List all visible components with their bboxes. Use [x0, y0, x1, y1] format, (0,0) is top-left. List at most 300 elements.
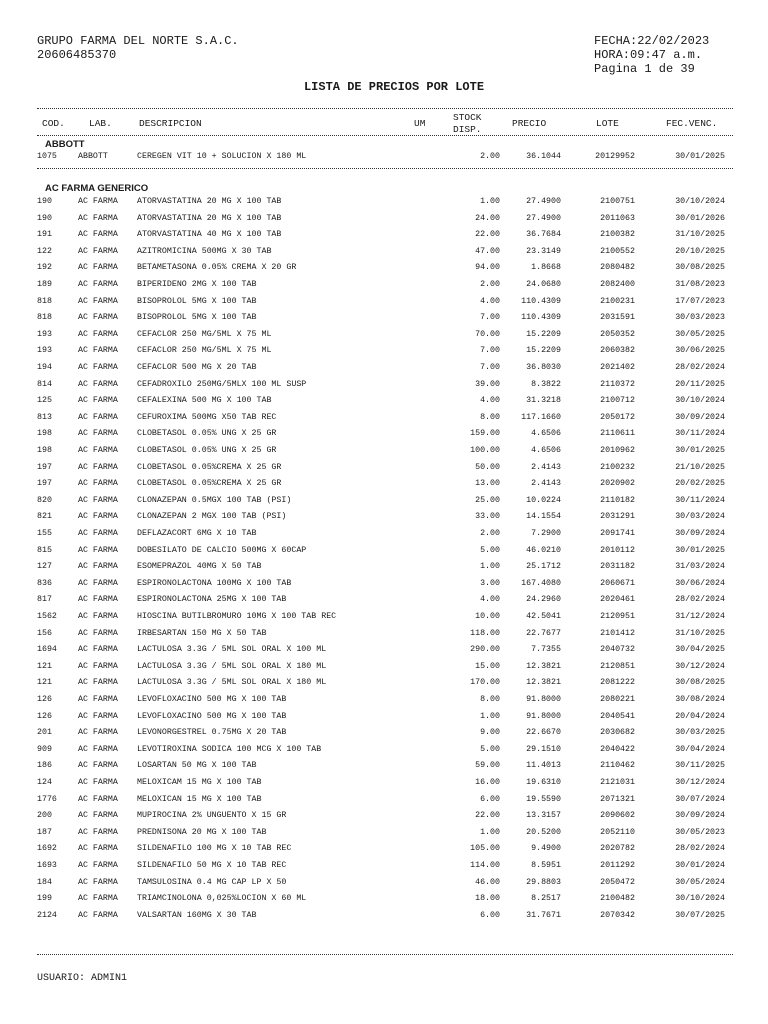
col-stock: STOCK [453, 112, 482, 123]
table-row [0, 410, 768, 426]
cell-fec-venc: 30/05/2025 [675, 329, 725, 339]
cell-cod: 186 [37, 761, 52, 771]
cell-cod: 124 [37, 778, 52, 787]
cell-lab: AC FARMA [78, 462, 118, 472]
cell-precio: 7.2900 [531, 529, 561, 538]
cell-descripcion: DEFLAZACORT 6MG X 10 TAB [137, 529, 257, 538]
cell-descripcion: LEVOFLOXACINO 500 MG X 100 TAB [137, 695, 287, 704]
cell-precio: 9.4900 [531, 844, 561, 854]
cell-lab: AC FARMA [78, 429, 118, 439]
table-row [0, 559, 768, 575]
cell-fec-venc: 30/08/2025 [675, 263, 725, 273]
cell-lote: 2050472 [600, 877, 635, 887]
table-row [0, 808, 768, 824]
cell-stock: 8.00 [480, 695, 500, 704]
cell-fec-venc: 20/11/2025 [675, 379, 725, 389]
cell-precio: 29.1510 [526, 744, 561, 754]
cell-precio: 4.6506 [531, 446, 561, 455]
cell-lote: 2081222 [600, 678, 635, 688]
cell-fec-venc: 30/08/2025 [675, 678, 725, 688]
cell-lote: 2110611 [600, 429, 635, 439]
table-row [0, 149, 768, 165]
cell-stock: 7.00 [480, 313, 500, 323]
table-row [0, 841, 768, 857]
report-time: HORA:09:47 a.m. [594, 48, 703, 62]
table-row [0, 543, 768, 559]
cell-lote: 2011063 [600, 213, 635, 223]
cell-lab: AC FARMA [78, 246, 118, 256]
cell-descripcion: CEFACLOR 250 MG/5ML X 75 ML [137, 346, 272, 356]
cell-precio: 24.0680 [526, 280, 561, 289]
header-bottom-divider [37, 135, 733, 136]
cell-precio: 2.4143 [531, 462, 561, 472]
group-divider [37, 168, 733, 169]
cell-stock: 22.00 [475, 230, 500, 240]
cell-descripcion: HIOSCINA BUTILBROMURO 10MG X 100 TAB REC [137, 612, 337, 621]
cell-lab: AC FARMA [78, 379, 118, 389]
cell-cod: 187 [37, 827, 52, 837]
cell-lab: AC FARMA [78, 910, 118, 920]
cell-descripcion: BETAMETASONA 0.05% CREMA X 20 GR [137, 263, 297, 273]
cell-fec-venc: 30/01/2025 [675, 545, 725, 555]
cell-lab: AC FARMA [78, 197, 118, 206]
cell-precio: 36.7684 [526, 230, 561, 240]
cell-stock: 33.00 [475, 512, 500, 522]
cell-precio: 22.6670 [526, 728, 561, 738]
cell-lote: 2031591 [600, 313, 635, 323]
cell-lote: 2040422 [600, 744, 635, 754]
cell-lote: 2120851 [600, 661, 635, 671]
table-row [0, 775, 768, 791]
cell-precio: 110.4309 [521, 296, 561, 306]
cell-stock: 1.00 [480, 827, 500, 837]
cell-precio: 20.5200 [526, 827, 561, 837]
table-row [0, 476, 768, 492]
cell-descripcion: SILDENAFILO 50 MG X 10 TAB REC [137, 861, 287, 870]
cell-lab: AC FARMA [78, 695, 118, 704]
cell-lote: 2080221 [600, 695, 635, 704]
cell-fec-venc: 30/03/2023 [675, 313, 725, 323]
group-heading-ac-farma: AC FARMA GENERICO [45, 183, 149, 194]
cell-stock: 2.00 [480, 529, 500, 538]
cell-lab: AC FARMA [78, 861, 118, 870]
cell-lote: 2091741 [600, 529, 635, 538]
cell-precio: 8.2517 [531, 894, 561, 904]
cell-fec-venc: 30/09/2024 [675, 811, 725, 821]
cell-fec-venc: 30/04/2024 [675, 744, 725, 754]
cell-lab: AC FARMA [78, 495, 118, 505]
cell-stock: 7.00 [480, 346, 500, 356]
table-row [0, 393, 768, 409]
cell-lab: AC FARMA [78, 744, 118, 754]
cell-lote: 2100231 [600, 296, 635, 306]
cell-lote: 2040732 [600, 645, 635, 655]
cell-descripcion: ATORVASTATINA 20 MG X 100 TAB [137, 213, 282, 223]
cell-stock: 50.00 [475, 462, 500, 472]
cell-precio: 2.4143 [531, 479, 561, 489]
cell-fec-venc: 31/08/2023 [675, 280, 725, 289]
cell-precio: 19.6310 [526, 778, 561, 787]
col-lab: LAB. [89, 118, 112, 129]
cell-lab: AC FARMA [78, 827, 118, 837]
cell-cod: 192 [37, 263, 52, 273]
cell-descripcion: CLONAZEPAN 2 MGX 100 TAB (PSI) [137, 512, 287, 522]
cell-lote: 2080482 [600, 263, 635, 273]
cell-cod: 155 [37, 529, 52, 538]
cell-precio: 46.0210 [526, 545, 561, 555]
cell-precio: 23.3149 [526, 246, 561, 256]
table-row [0, 792, 768, 808]
cell-stock: 118.00 [470, 628, 500, 638]
table-row [0, 725, 768, 741]
cell-cod: 815 [37, 545, 52, 555]
cell-fec-venc: 28/02/2024 [675, 844, 725, 854]
cell-lab: AC FARMA [78, 412, 118, 422]
cell-fec-venc: 30/09/2024 [675, 412, 725, 422]
cell-descripcion: CEFALEXINA 500 MG X 100 TAB [137, 396, 272, 406]
footer-divider [37, 954, 733, 955]
cell-lab: AC FARMA [78, 894, 118, 904]
cell-lote: 2031291 [600, 512, 635, 522]
cell-descripcion: BISOPROLOL 5MG X 100 TAB [137, 313, 257, 323]
cell-cod: 121 [37, 678, 52, 688]
cell-lote: 2090602 [600, 811, 635, 821]
cell-lote: 2052110 [600, 827, 635, 837]
cell-lab: AC FARMA [78, 529, 118, 538]
cell-fec-venc: 30/03/2024 [675, 512, 725, 522]
cell-cod: 1776 [37, 794, 57, 804]
cell-descripcion: ESPIRONOLACTONA 100MG X 100 TAB [137, 578, 292, 588]
cell-descripcion: CLOBETASOL 0.05% UNG X 25 GR [137, 429, 277, 439]
table-row [0, 227, 768, 243]
cell-stock: 15.00 [475, 661, 500, 671]
table-row [0, 875, 768, 891]
cell-lote: 20129952 [595, 152, 635, 161]
cell-lote: 2030682 [600, 728, 635, 738]
cell-descripcion: LEVONORGESTREL 0.75MG X 20 TAB [137, 728, 287, 738]
cell-descripcion: TRIAMCINOLONA 0,025%LOCION X 60 ML [137, 894, 307, 904]
table-row [0, 194, 768, 210]
cell-cod: 2124 [37, 910, 57, 920]
table-row [0, 609, 768, 625]
cell-lote: 2100751 [600, 197, 635, 206]
table-row [0, 659, 768, 675]
table-row [0, 825, 768, 841]
cell-stock: 46.00 [475, 877, 500, 887]
cell-fec-venc: 30/01/2025 [675, 152, 725, 161]
cell-lote: 2110462 [600, 761, 635, 771]
cell-lote: 2020461 [600, 595, 635, 605]
cell-lab: AC FARMA [78, 595, 118, 605]
cell-fec-venc: 30/07/2025 [675, 910, 725, 920]
cell-stock: 59.00 [475, 761, 500, 771]
cell-precio: 12.3821 [526, 661, 561, 671]
cell-lote: 2020782 [600, 844, 635, 854]
cell-cod: 818 [37, 296, 52, 306]
cell-stock: 2.00 [480, 152, 500, 161]
table-row [0, 626, 768, 642]
cell-fec-venc: 30/04/2025 [675, 645, 725, 655]
cell-lab: AC FARMA [78, 479, 118, 489]
cell-fec-venc: 30/12/2024 [675, 661, 725, 671]
table-row [0, 908, 768, 924]
table-row [0, 526, 768, 542]
cell-stock: 22.00 [475, 811, 500, 821]
cell-cod: 193 [37, 346, 52, 356]
cell-fec-venc: 31/10/2025 [675, 230, 725, 240]
cell-cod: 126 [37, 711, 52, 721]
cell-descripcion: ESOMEPRAZOL 40MG X 50 TAB [137, 562, 262, 572]
cell-lote: 2100482 [600, 894, 635, 904]
table-row [0, 891, 768, 907]
table-row [0, 642, 768, 658]
cell-lote: 2040541 [600, 711, 635, 721]
cell-descripcion: CEFACLOR 250 MG/5ML X 75 ML [137, 329, 272, 339]
cell-descripcion: PREDNISONA 20 MG X 100 TAB [137, 827, 267, 837]
table-row [0, 211, 768, 227]
cell-cod: 127 [37, 562, 52, 572]
cell-cod: 197 [37, 462, 52, 472]
table-row [0, 443, 768, 459]
cell-stock: 10.00 [475, 612, 500, 621]
cell-lab: AC FARMA [78, 263, 118, 273]
cell-lab: AC FARMA [78, 794, 118, 804]
table-row [0, 343, 768, 359]
col-fec-venc: FEC.VENC. [666, 118, 718, 129]
cell-cod: 1692 [37, 844, 57, 854]
cell-cod: 189 [37, 280, 52, 289]
cell-descripcion: CLOBETASOL 0.05%CREMA X 25 GR [137, 479, 282, 489]
cell-precio: 14.1554 [526, 512, 561, 522]
cell-lab: ABBOTT [78, 152, 108, 161]
table-row [0, 592, 768, 608]
cell-fec-venc: 30/11/2024 [675, 495, 725, 505]
cell-stock: 6.00 [480, 794, 500, 804]
cell-lote: 2031182 [600, 562, 635, 572]
cell-stock: 5.00 [480, 545, 500, 555]
cell-lote: 2060382 [600, 346, 635, 356]
cell-lab: AC FARMA [78, 877, 118, 887]
table-row [0, 277, 768, 293]
table-row [0, 758, 768, 774]
cell-stock: 8.00 [480, 412, 500, 422]
cell-fec-venc: 17/07/2023 [675, 296, 725, 306]
cell-lab: AC FARMA [78, 661, 118, 671]
cell-lab: AC FARMA [78, 329, 118, 339]
cell-descripcion: ATORVASTATINA 20 MG X 100 TAB [137, 197, 282, 206]
cell-stock: 4.00 [480, 296, 500, 306]
cell-descripcion: AZITROMICINA 500MG X 30 TAB [137, 246, 272, 256]
cell-descripcion: BISOPROLOL 5MG X 100 TAB [137, 296, 257, 306]
cell-stock: 1.00 [480, 562, 500, 572]
cell-fec-venc: 30/01/2025 [675, 446, 725, 455]
cell-descripcion: CEFADROXILO 250MG/5MLX 100 ML SUSP [137, 379, 307, 389]
cell-fec-venc: 30/11/2025 [675, 761, 725, 771]
cell-fec-venc: 21/10/2025 [675, 462, 725, 472]
table-row [0, 460, 768, 476]
cell-fec-venc: 31/03/2024 [675, 562, 725, 572]
cell-cod: 191 [37, 230, 52, 240]
cell-cod: 190 [37, 197, 52, 206]
cell-fec-venc: 31/10/2025 [675, 628, 725, 638]
cell-fec-venc: 30/07/2024 [675, 794, 725, 804]
cell-lab: AC FARMA [78, 296, 118, 306]
cell-precio: 27.4900 [526, 197, 561, 206]
cell-stock: 70.00 [475, 329, 500, 339]
company-ruc: 20606485370 [37, 48, 117, 62]
cell-cod: 817 [37, 595, 52, 605]
cell-stock: 3.00 [480, 578, 500, 588]
cell-lote: 2110372 [600, 379, 635, 389]
cell-fec-venc: 30/08/2024 [675, 695, 725, 704]
cell-lote: 2070342 [600, 910, 635, 920]
cell-lab: AC FARMA [78, 844, 118, 854]
cell-fec-venc: 30/01/2026 [675, 213, 725, 223]
cell-cod: 190 [37, 213, 52, 223]
cell-cod: 198 [37, 429, 52, 439]
cell-precio: 1.8668 [531, 263, 561, 273]
cell-lab: AC FARMA [78, 728, 118, 738]
cell-lab: AC FARMA [78, 562, 118, 572]
cell-lote: 2100552 [600, 246, 635, 256]
report-title: LISTA DE PRECIOS POR LOTE [303, 80, 485, 94]
cell-lab: AC FARMA [78, 645, 118, 655]
cell-lote: 2120951 [600, 612, 635, 621]
cell-cod: 121 [37, 661, 52, 671]
cell-lab: AC FARMA [78, 280, 118, 289]
cell-stock: 2.00 [480, 280, 500, 289]
cell-cod: 156 [37, 628, 52, 638]
cell-lab: AC FARMA [78, 578, 118, 588]
cell-cod: 1694 [37, 645, 57, 655]
cell-stock: 4.00 [480, 595, 500, 605]
cell-stock: 1.00 [480, 711, 500, 721]
cell-precio: 36.1044 [526, 152, 561, 161]
cell-fec-venc: 20/02/2025 [675, 479, 725, 489]
cell-descripcion: LEVOFLOXACINO 500 MG X 100 TAB [137, 711, 287, 721]
cell-fec-venc: 28/02/2024 [675, 595, 725, 605]
cell-cod: 813 [37, 412, 52, 422]
cell-precio: 24.2960 [526, 595, 561, 605]
cell-cod: 1562 [37, 612, 57, 621]
cell-fec-venc: 20/10/2025 [675, 246, 725, 256]
cell-precio: 15.2209 [526, 329, 561, 339]
cell-descripcion: LACTULOSA 3.3G / 5ML SOL ORAL X 180 ML [137, 661, 327, 671]
cell-stock: 4.00 [480, 396, 500, 406]
cell-descripcion: ESPIRONOLACTONA 25MG X 100 TAB [137, 595, 287, 605]
cell-lab: AC FARMA [78, 230, 118, 240]
cell-precio: 12.3821 [526, 678, 561, 688]
cell-stock: 13.00 [475, 479, 500, 489]
cell-stock: 24.00 [475, 213, 500, 223]
cell-precio: 167.4080 [521, 578, 561, 588]
cell-descripcion: BIPERIDENO 2MG X 100 TAB [137, 280, 257, 289]
cell-cod: 193 [37, 329, 52, 339]
group-heading-abbott: ABBOTT [45, 139, 85, 150]
cell-lote: 2101412 [600, 628, 635, 638]
cell-descripcion: DOBESILATO DE CALCIO 500MG X 60CAP [137, 545, 307, 555]
cell-lab: AC FARMA [78, 612, 118, 621]
cell-cod: 818 [37, 313, 52, 323]
cell-descripcion: TAMSULOSINA 0.4 MG CAP LP X 50 [137, 877, 287, 887]
cell-lote: 2021402 [600, 363, 635, 372]
cell-fec-venc: 30/05/2023 [675, 827, 725, 837]
col-precio: PRECIO [512, 118, 547, 129]
cell-stock: 47.00 [475, 246, 500, 256]
cell-lote: 2100712 [600, 396, 635, 406]
company-name: GRUPO FARMA DEL NORTE S.A.C. [37, 34, 239, 48]
cell-fec-venc: 30/09/2024 [675, 529, 725, 538]
cell-fec-venc: 20/04/2024 [675, 711, 725, 721]
table-row [0, 310, 768, 326]
cell-fec-venc: 30/11/2024 [675, 429, 725, 439]
cell-precio: 4.6506 [531, 429, 561, 439]
cell-lab: AC FARMA [78, 396, 118, 406]
table-row [0, 692, 768, 708]
cell-cod: 909 [37, 744, 52, 754]
cell-cod: 820 [37, 495, 52, 505]
cell-lote: 2060671 [600, 578, 635, 588]
cell-cod: 198 [37, 446, 52, 455]
cell-precio: 31.7671 [526, 910, 561, 920]
page-number: Pagina 1 de 39 [594, 62, 695, 76]
cell-descripcion: CLOBETASOL 0.05%CREMA X 25 GR [137, 462, 282, 472]
cell-descripcion: IRBESARTAN 150 MG X 50 TAB [137, 628, 267, 638]
cell-precio: 29.8803 [526, 877, 561, 887]
cell-descripcion: LEVOTIROXINA SODICA 100 MCG X 100 TAB [137, 744, 322, 754]
cell-fec-venc: 28/02/2024 [675, 363, 725, 372]
cell-fec-venc: 30/03/2025 [675, 728, 725, 738]
cell-lote: 2071321 [600, 794, 635, 804]
cell-descripcion: CLOBETASOL 0.05% UNG X 25 GR [137, 446, 277, 455]
header-top-divider [37, 108, 733, 109]
table-row [0, 493, 768, 509]
cell-descripcion: CEFACLOR 500 MG X 20 TAB [137, 363, 257, 372]
cell-lab: AC FARMA [78, 213, 118, 223]
table-row [0, 377, 768, 393]
cell-precio: 27.4900 [526, 213, 561, 223]
table-row [0, 426, 768, 442]
cell-lab: AC FARMA [78, 313, 118, 323]
cell-cod: 821 [37, 512, 52, 522]
cell-descripcion: CEREGEN VIT 10 + SOLUCION X 180 ML [137, 152, 307, 161]
report-date: FECHA:22/02/2023 [594, 34, 710, 48]
cell-fec-venc: 30/05/2024 [675, 877, 725, 887]
cell-cod: 199 [37, 894, 52, 904]
table-row [0, 742, 768, 758]
cell-lote: 2050172 [600, 412, 635, 422]
cell-stock: 7.00 [480, 363, 500, 372]
cell-descripcion: CLONAZEPAN 0.5MGX 100 TAB (PSI) [137, 495, 292, 505]
table-row [0, 509, 768, 525]
table-row [0, 709, 768, 725]
cell-precio: 13.3157 [526, 811, 561, 821]
cell-cod: 200 [37, 811, 52, 821]
cell-precio: 15.2209 [526, 346, 561, 356]
col-cod: COD. [42, 118, 65, 129]
cell-lab: AC FARMA [78, 628, 118, 638]
cell-stock: 114.00 [470, 861, 500, 870]
cell-precio: 91.8000 [526, 695, 561, 704]
cell-stock: 25.00 [475, 495, 500, 505]
cell-cod: 125 [37, 396, 52, 406]
cell-precio: 8.3822 [531, 379, 561, 389]
cell-lab: AC FARMA [78, 678, 118, 688]
col-um: UM [414, 118, 426, 129]
cell-descripcion: MELOXICAM 15 MG X 100 TAB [137, 778, 262, 787]
cell-lote: 2020902 [600, 479, 635, 489]
cell-stock: 5.00 [480, 744, 500, 754]
